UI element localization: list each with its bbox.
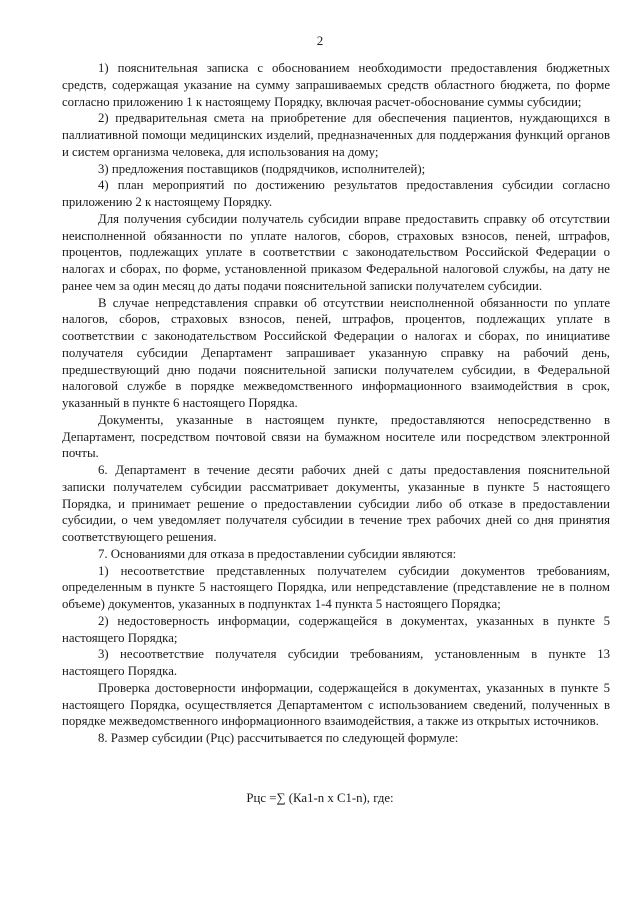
paragraph-item-2-cost-estimate: 2) предварительная смета на приобретение для обеспечения пациентов, нуждающихся в паллиативной помощи медицинских изделий, предназначенных для поддержания функций органов и систем организма человека, для использования на дому; [62, 111, 610, 159]
paragraph-refusal-reason-1: 1) несоответствие представленных получателем субсидии документов требованиям, определенным в пункте 5 настоящего Порядка, или непредставление (представление не в полном объеме) документов, указанных в подпунктах 1-4 пункта 5 настоящего Порядка; [62, 563, 610, 611]
paragraph-verification: Проверка достоверности информации, содержащейся в документах, указанных в пункте 5 настоящего Порядка, осуществляется Департаментом с использованием сведений, полученных в порядке межведомственного информационного взаимодействия, а также из открытых источников. [62, 680, 610, 729]
paragraph-item-1-explanatory-note: 1) пояснительная записка с обоснованием необходимости предоставления бюджетных средств, содержащая указание на сумму запрашиваемых средств областного бюджета, по форме согласно приложению 1 к настоящему Порядку, включая расчет-обоснование суммы субсидии; [62, 61, 610, 109]
paragraph-item-4-action-plan: 4) план мероприятий по достижению результатов предоставления субсидии согласно приложению 2 к настоящему Порядку. [62, 178, 610, 209]
paragraph-document-submission: Документы, указанные в настоящем пункте, предоставляются непосредственно в Департамент, посредством почтовой связи на бумажном носителе или посредством электронной почты. [62, 412, 610, 461]
paragraph-refusal-reason-3: 3) несоответствие получателя субсидии требованиям, установленным в пункте 13 настоящего Порядка. [62, 647, 610, 678]
paragraph-refusal-reason-2: 2) недостоверность информации, содержащейся в документах, указанных в пункте 5 настоящего Порядка; [62, 613, 610, 645]
paragraph-clause-7-heading: 7. Основаниями для отказа в предоставлении субсидии являются: [98, 546, 457, 561]
paragraph-item-3-supplier-offers: 3) предложения поставщиков (подрядчиков, исполнителей); [98, 161, 426, 176]
paragraph-certificate-request: В случае непредставления справки об отсутствии неисполненной обязанности по уплате налогов, сборов, страховых взносов, пеней, штрафов, процентов, подлежащих уплате в соответствии с законодательством Российской Федерации о налогах и сборах, по инициативе получателя субсидии Департамент запрашивает указанную справку на рабочий день, предшествующий дню подачи пояснительной записки получателем субсидии, в Федеральной налоговой службе в порядке межведомственного информационного взаимодействия в срок, указанный в пункте 6 настоящего Порядка. [62, 295, 610, 410]
subsidy-formula: Рцс =∑ (Ка1-n х С1-n), где: [246, 791, 394, 805]
paragraph-clause-6: 6. Департамент в течение десяти рабочих дней с даты предоставления пояснительной записки получателем субсидии рассматривает документы, указанные в пункте 5 настоящего Порядка, и принимает решение о предоставлении субсидии либо об отказе в предоставлении субсидии, о чем уведомляет получателя субсидии в течение трех рабочих дней со дня принятия соответствующего решения. [62, 463, 610, 544]
paragraph-tax-certificate: Для получения субсидии получатель субсидии вправе предоставить справку об отсутствии неисполненной обязанности по уплате налогов, сборов, страховых взносов, пеней, штрафов, процентов, подлежащих уплате в соответствии с законодательством Российской Федерации о налогах и сборах, по форме, установленной приказом Федеральной налоговой службы, на дату не ранее чем за один месяц до даты подачи пояснительной записки получателем субсидии. [62, 211, 610, 293]
page-number: 2 [316, 33, 324, 48]
paragraph-clause-8: 8. Размер субсидии (Рцс) рассчитывается по следующей формуле: [98, 731, 459, 745]
document-body [62, 60, 610, 747]
